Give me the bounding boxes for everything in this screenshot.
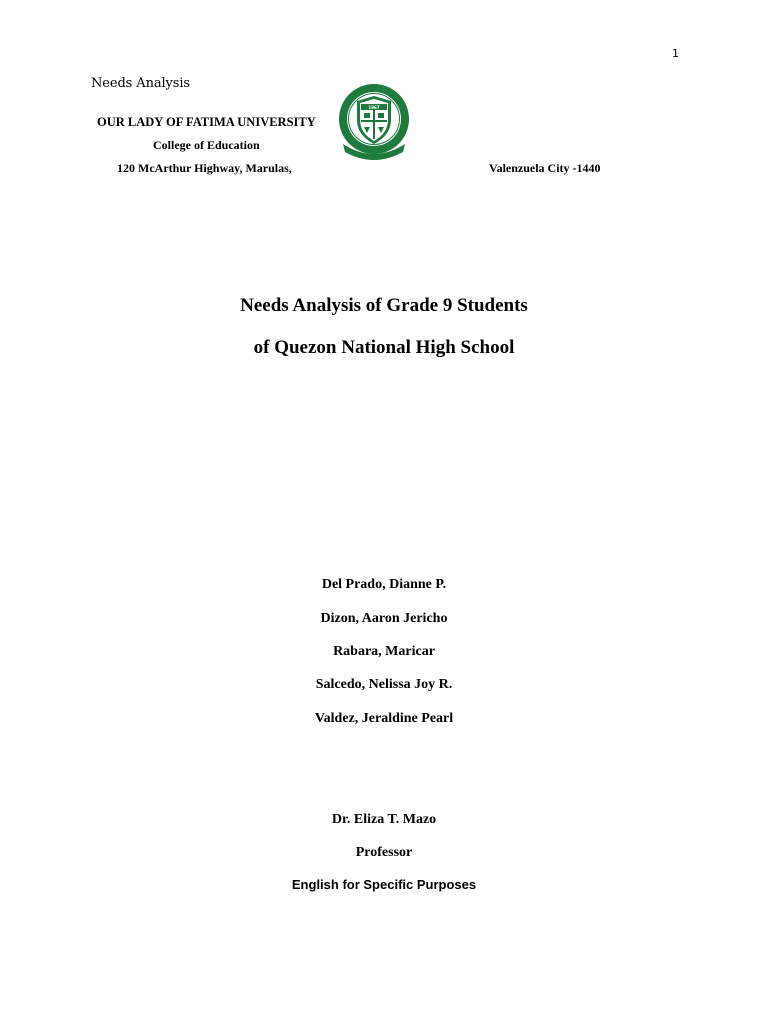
author-name: Valdez, Jeraldine Pearl bbox=[314, 711, 454, 726]
professor-name: Dr. Eliza T. Mazo bbox=[331, 812, 437, 827]
document-title-line-2: of Quezon National High School bbox=[253, 337, 515, 358]
seal-year: 1967 bbox=[368, 105, 380, 110]
author-name: Salcedo, Nelissa Joy R. bbox=[315, 677, 453, 692]
college-name: College of Education bbox=[153, 138, 260, 152]
professor-role: Professor bbox=[355, 845, 413, 860]
author-name: Rabara, Maricar bbox=[333, 644, 435, 659]
author-name: Dizon, Aaron Jericho bbox=[320, 611, 448, 626]
course-name: English for Specific Purposes bbox=[291, 877, 477, 892]
university-seal-icon bbox=[337, 82, 411, 160]
seal-graphic bbox=[337, 82, 411, 160]
street-address: 120 McArthur Highway, Marulas, bbox=[117, 161, 292, 175]
running-head: Needs Analysis bbox=[91, 76, 191, 91]
university-name: OUR LADY OF FATIMA UNIVERSITY bbox=[97, 115, 316, 129]
city-address: Valenzuela City -1440 bbox=[489, 161, 601, 175]
document-title-line-1: Needs Analysis of Grade 9 Students bbox=[240, 295, 528, 316]
page-number: 1 bbox=[672, 47, 679, 60]
author-name: Del Prado, Dianne P. bbox=[321, 577, 447, 592]
